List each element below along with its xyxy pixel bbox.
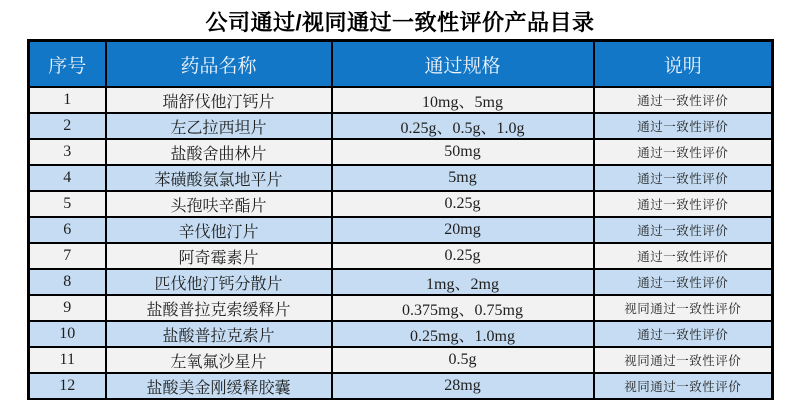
cell-spec: 5mg — [332, 165, 594, 191]
table-row — [29, 139, 773, 165]
table-row — [29, 243, 773, 269]
cell-index: 1 — [29, 87, 106, 113]
cell-note: 通过一致性评价 — [594, 269, 773, 295]
table-row — [29, 269, 773, 295]
table-body — [29, 87, 773, 400]
cell-name: 匹伐他汀钙分散片 — [106, 269, 332, 295]
cell-spec: 20mg — [332, 217, 594, 243]
cell-note: 通过一致性评价 — [594, 243, 773, 269]
table-row — [29, 295, 773, 321]
cell-index: 4 — [29, 165, 106, 191]
cell-name: 盐酸美金刚缓释胶囊 — [106, 373, 332, 400]
col-header-name: 药品名称 — [106, 41, 332, 88]
cell-spec: 28mg — [332, 373, 594, 400]
table-row — [29, 347, 773, 373]
cell-spec: 0.25g、0.5g、1.0g — [332, 113, 594, 139]
table-row — [29, 321, 773, 347]
col-header-note: 说明 — [594, 41, 773, 88]
products-table — [27, 39, 774, 400]
table-header-row — [29, 41, 773, 88]
cell-spec: 50mg — [332, 139, 594, 165]
cell-name: 盐酸舍曲林片 — [106, 139, 332, 165]
cell-spec: 1mg、2mg — [332, 269, 594, 295]
cell-note: 通过一致性评价 — [594, 87, 773, 113]
page-title: 公司通过/视同通过一致性评价产品目录 — [205, 10, 595, 35]
table-row — [29, 191, 773, 217]
table-row — [29, 217, 773, 243]
cell-spec: 0.375mg、0.75mg — [332, 295, 594, 321]
cell-spec: 0.5g — [332, 347, 594, 373]
table-row — [29, 165, 773, 191]
cell-index: 10 — [29, 321, 106, 347]
cell-name: 左乙拉西坦片 — [106, 113, 332, 139]
cell-note: 通过一致性评价 — [594, 113, 773, 139]
cell-index: 9 — [29, 295, 106, 321]
cell-name: 阿奇霉素片 — [106, 243, 332, 269]
cell-index: 8 — [29, 269, 106, 295]
cell-name: 辛伐他汀片 — [106, 217, 332, 243]
cell-index: 5 — [29, 191, 106, 217]
cell-name: 苯磺酸氨氯地平片 — [106, 165, 332, 191]
cell-name: 盐酸普拉克索片 — [106, 321, 332, 347]
cell-note: 通过一致性评价 — [594, 217, 773, 243]
col-header-index: 序号 — [29, 41, 106, 88]
col-header-spec: 通过规格 — [332, 41, 594, 88]
cell-note: 通过一致性评价 — [594, 191, 773, 217]
cell-index: 3 — [29, 139, 106, 165]
cell-spec: 0.25g — [332, 191, 594, 217]
cell-index: 2 — [29, 113, 106, 139]
cell-note: 通过一致性评价 — [594, 165, 773, 191]
cell-name: 头孢呋辛酯片 — [106, 191, 332, 217]
cell-note: 视同通过一致性评价 — [594, 347, 773, 373]
cell-note: 通过一致性评价 — [594, 139, 773, 165]
cell-note: 通过一致性评价 — [594, 321, 773, 347]
cell-note: 视同通过一致性评价 — [594, 373, 773, 400]
cell-spec: 10mg、5mg — [332, 87, 594, 113]
cell-index: 6 — [29, 217, 106, 243]
cell-spec: 0.25mg、1.0mg — [332, 321, 594, 347]
cell-name: 左氧氟沙星片 — [106, 347, 332, 373]
cell-note: 视同通过一致性评价 — [594, 295, 773, 321]
cell-index: 7 — [29, 243, 106, 269]
table-row — [29, 373, 773, 400]
cell-name: 瑞舒伐他汀钙片 — [106, 87, 332, 113]
table-row — [29, 87, 773, 113]
cell-index: 12 — [29, 373, 106, 400]
cell-name: 盐酸普拉克索缓释片 — [106, 295, 332, 321]
cell-spec: 0.25g — [332, 243, 594, 269]
table-row — [29, 113, 773, 139]
cell-index: 11 — [29, 347, 106, 373]
